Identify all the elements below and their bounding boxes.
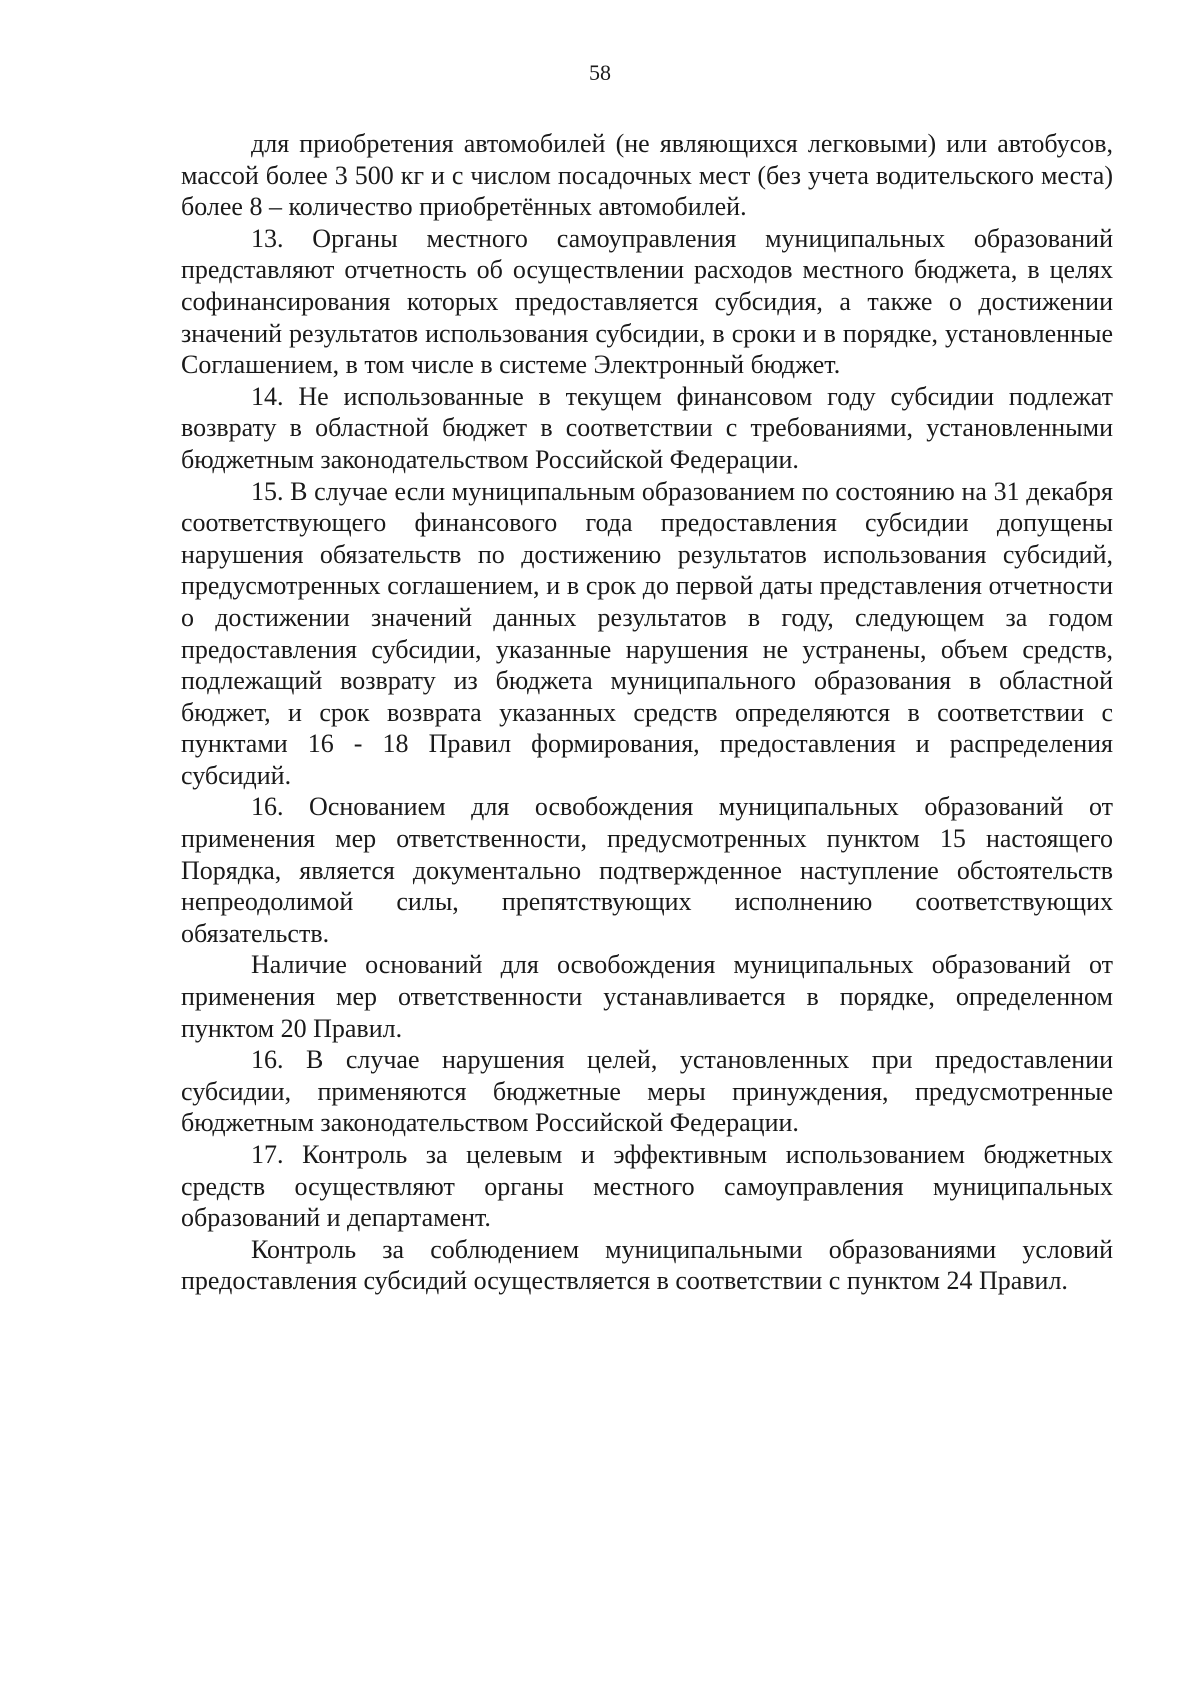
paragraph-15: 15. В случае если муниципальным образованием по состоянию на 31 декабря соответствующего финансового года предоставления субсидии допущены нарушения обязательств по достижению результатов использования субсидий, предусмотренных соглашением, и в срок до первой даты представления отчетности о достижении значений данных результатов в году, следующем за годом предоставления субсидии, указанные нарушения не устранены, объем средств, подлежащий возврату из бюджета муниципального образования в областной бюджет, и срок возврата указанных средств определяются в соответствии с пунктами 16 - 18 Правил формирования, предоставления и распределения субсидий. (181, 476, 1113, 790)
paragraph-control: Контроль за соблюдением муниципальными образованиями условий предоставления субсидий осуществляется в соответствии с пунктом 24 Правил. (181, 1234, 1113, 1296)
paragraph-14: 14. Не использованные в текущем финансовом году субсидии подлежат возврату в областной бюджет в соответствии с требованиями, установленными бюджетным законодательством Российской Федерации. (181, 381, 1113, 474)
paragraph-17: 17. Контроль за целевым и эффективным использованием бюджетных средств осуществляют органы местного самоуправления муниципальных образований и департамент. (181, 1140, 1113, 1233)
document-body (181, 128, 1113, 1297)
paragraph-16-violations: 16. В случае нарушения целей, установленных при предоставлении субсидии, применяются бюджетные меры принуждения, предусмотренные бюджетным законодательством Российской Федерации. (181, 1045, 1113, 1138)
paragraph-grounds: Наличие оснований для освобождения муниципальных образований от применения мер ответственности устанавливается в порядке, определенном пунктом 20 Правил. (181, 950, 1113, 1043)
paragraph-13: 13. Органы местного самоуправления муниципальных образований представляют отчетность об осуществлении расходов местного бюджета, в целях софинансирования которых предоставляется субсидия, а также о достижении значений результатов использования субсидии, в сроки и в порядке, установленные Соглашением, в том числе в системе Электронный бюджет. (181, 223, 1113, 380)
paragraph-continuation: для приобретения автомобилей (не являющихся легковыми) или автобусов, массой более 3 500 кг и с числом посадочных мест (без учета водительского места) более 8 – количество приобретённых автомобилей. (181, 129, 1113, 222)
paragraph-16-force-majeure: 16. Основанием для освобождения муниципальных образований от применения мер ответственности, предусмотренных пунктом 15 настоящего Порядка, является документально подтвержденное наступление обстоятельств непреодолимой силы, препятствующих исполнению соответствующих обязательств. (181, 792, 1113, 948)
page-number: 58 (589, 60, 611, 85)
